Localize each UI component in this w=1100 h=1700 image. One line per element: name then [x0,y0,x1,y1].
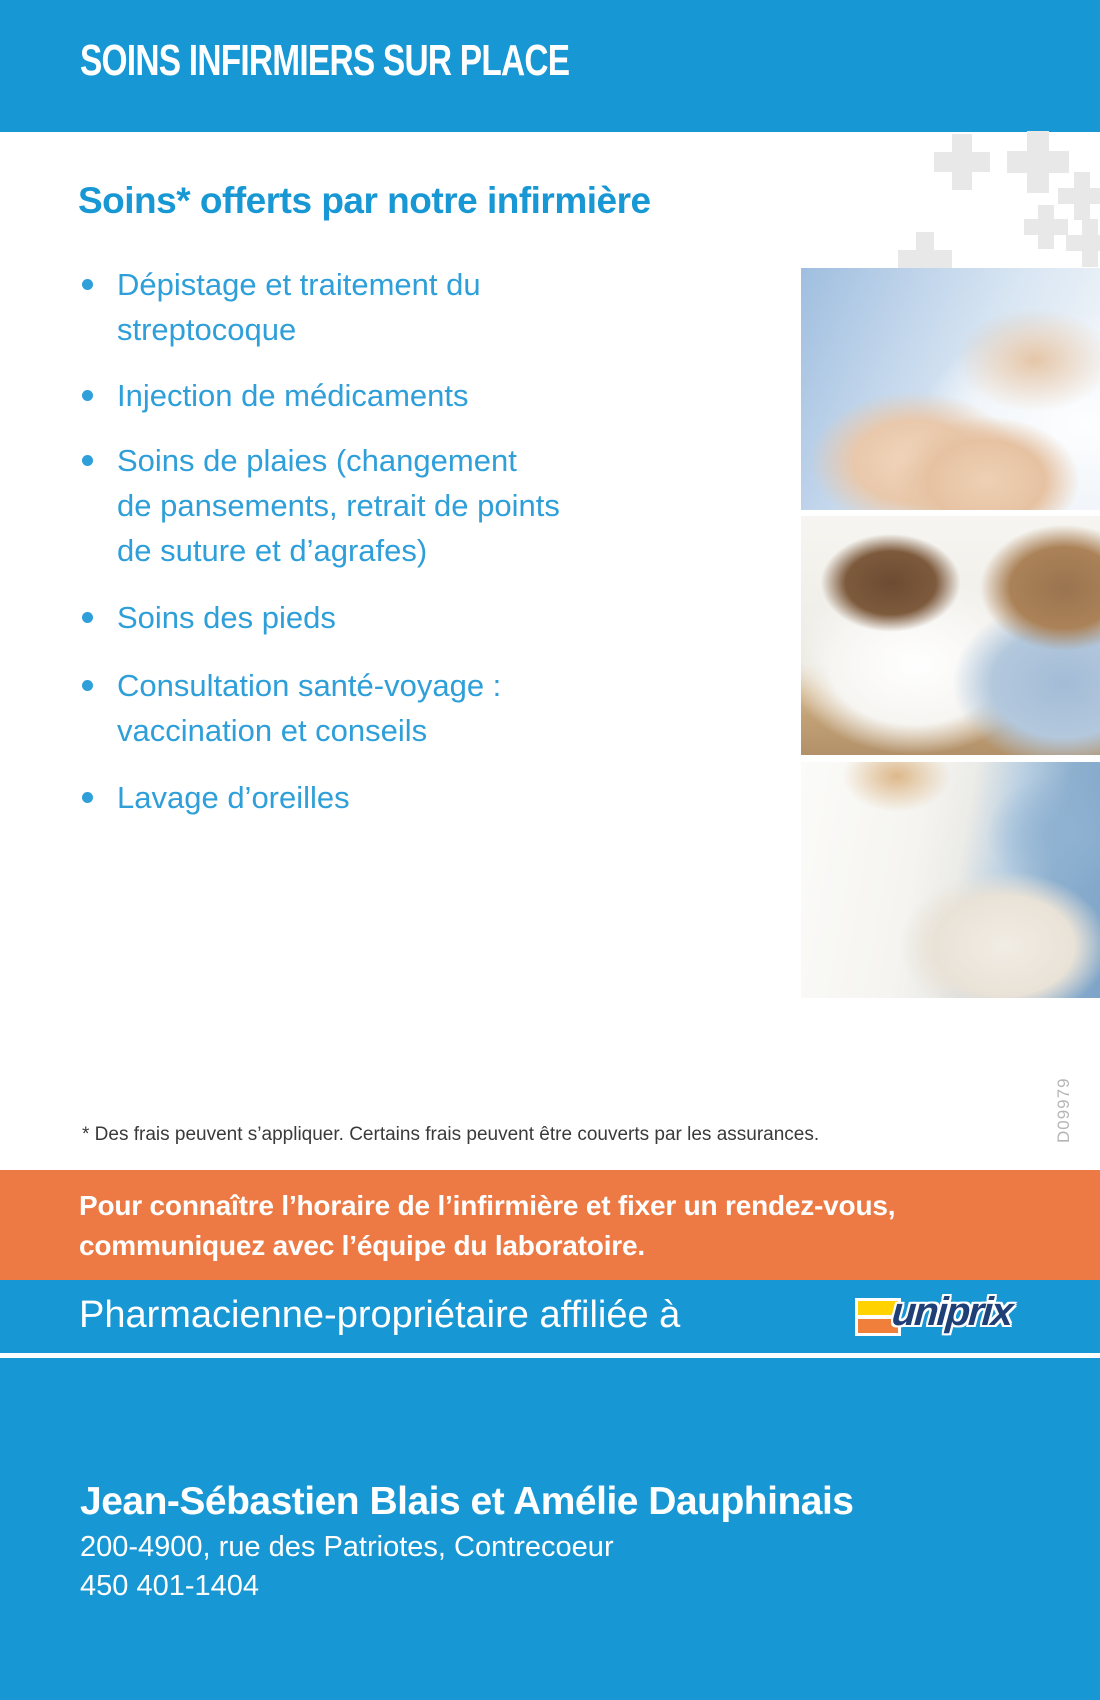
list-item-line: Soins de plaies (changement [117,443,517,478]
footnote: * Des frais peuvent s’appliquer. Certains frais peuvent être couverts par les assurances. [82,1124,820,1145]
bullet-dot [82,680,93,691]
list-item-line: de pansements, retrait de points [117,488,560,523]
list-item [80,663,501,753]
header-band [0,0,1100,132]
list-item-line: Lavage d’oreilles [117,780,350,815]
cta-line: Pour connaître l’horaire de l’infirmière et fixer un rendez-vous, [79,1190,896,1221]
list-item [80,595,336,640]
photo-vaccination-injection-arm [801,762,1100,998]
cta-line: communiquez avec l’équipe du laboratoire. [79,1230,645,1261]
list-item [80,775,350,820]
plus-pattern-decoration [790,130,1100,270]
bullet-dot [82,792,93,803]
list-item-line: de suture et d’agrafes) [117,533,428,568]
list-item-line: streptocoque [117,312,297,347]
bullet-dot [82,455,93,466]
affiliation-band [0,1280,1100,1353]
list-item-line: Consultation santé-voyage : [117,668,502,703]
pharmacy-phone: 450 401-1404 [80,1570,259,1602]
photo-nurse-bandaging-wrist [801,268,1100,510]
bullet-dot [82,390,93,401]
footer-band [0,1358,1100,1700]
cta-banner [0,1170,1100,1280]
list-item-line: vaccination et conseils [117,713,428,748]
list-item [80,373,469,418]
list-item [80,438,560,573]
list-item-line: Injection de médicaments [117,378,469,413]
cta-text [79,1186,895,1266]
pharmacy-owners: Jean-Sébastien Blais et Amélie Dauphinais [80,1480,854,1523]
bullet-dot [82,612,93,623]
page-title: SOINS INFIRMIERS SUR PLACE [80,36,570,85]
pharmacy-address: 200-4900, rue des Patriotes, Contrecoeur [80,1531,614,1563]
affiliation-label: Pharmacienne-propriétaire affiliée à [79,1294,681,1336]
list-item-line: Soins des pieds [117,600,336,635]
document-code: D09979 [1054,1077,1073,1143]
section-heading: Soins* offerts par notre infirmière [78,180,651,221]
uniprix-logo [858,1288,1038,1346]
list-item [80,262,481,352]
photo-nurse-consultation-at-desk [801,516,1100,755]
list-item-line: Dépistage et traitement du [117,267,481,302]
bullet-dot [82,279,93,290]
uniprix-wordmark: uniprix [890,1290,1013,1334]
